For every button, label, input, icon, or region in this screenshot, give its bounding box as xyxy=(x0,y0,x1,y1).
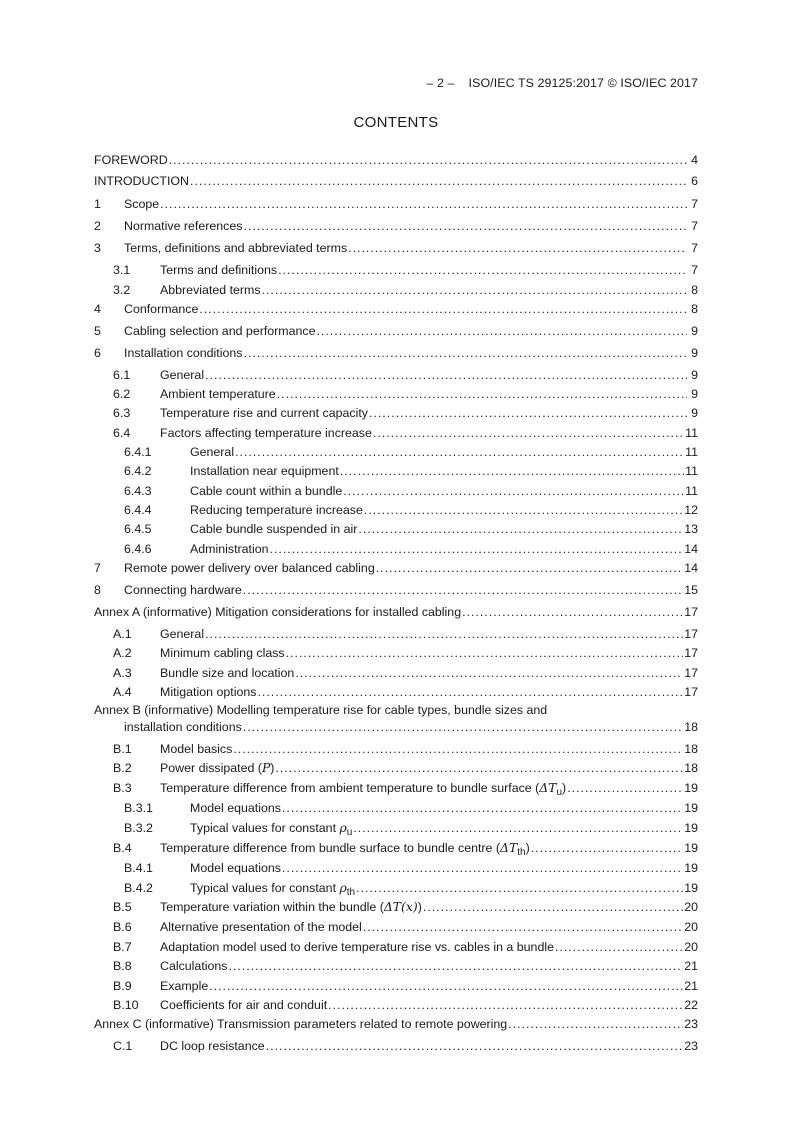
math-symbol: ΔT(x) xyxy=(383,899,418,914)
toc-entry-page: 8 xyxy=(691,283,698,297)
toc-entry-number: A.4 xyxy=(113,685,132,699)
toc-entry-number: B.8 xyxy=(113,959,132,973)
toc-title: CONTENTS xyxy=(353,114,439,131)
toc-entry-number: A.1 xyxy=(113,627,132,641)
toc-entry-title: Installation conditions xyxy=(124,346,243,360)
toc-entry[interactable] xyxy=(94,800,698,816)
toc-entry[interactable] xyxy=(94,405,698,421)
toc-entry[interactable] xyxy=(94,840,698,856)
dot-leader xyxy=(508,1016,683,1032)
toc-entry-number: 8 xyxy=(94,583,101,597)
toc-entry[interactable] xyxy=(94,541,698,557)
toc-entry-title-text: ) xyxy=(270,761,275,775)
toc-entry-page: 6 xyxy=(691,174,698,188)
toc-entry-number: B.3.1 xyxy=(124,801,153,815)
dot-leader xyxy=(369,405,687,421)
dot-leader xyxy=(257,684,683,700)
toc-entry[interactable] xyxy=(94,919,698,935)
toc-entry-title xyxy=(190,820,352,838)
toc-entry-page: 9 xyxy=(691,346,698,360)
dot-leader xyxy=(340,463,684,479)
toc-entry-page: 23 xyxy=(684,1017,698,1031)
toc-entry-number: B.6 xyxy=(113,920,132,934)
toc-entry[interactable] xyxy=(94,820,698,836)
toc-entry[interactable] xyxy=(94,282,698,298)
toc-entry[interactable] xyxy=(94,899,698,915)
toc-entry[interactable] xyxy=(94,502,698,518)
toc-entry[interactable] xyxy=(94,760,698,776)
toc-entry-title: DC loop resistance xyxy=(160,1039,265,1053)
toc-entry-page: 11 xyxy=(685,464,698,478)
toc-entry-number: A.2 xyxy=(113,646,132,660)
dot-leader xyxy=(199,301,687,317)
dot-leader xyxy=(316,323,687,339)
toc-entry[interactable] xyxy=(94,582,698,598)
toc-entry-page: 7 xyxy=(691,241,698,255)
toc-entry-number: 6.4 xyxy=(113,426,131,440)
math-symbol: ρ xyxy=(339,820,347,835)
toc-entry-page: 19 xyxy=(684,841,698,855)
toc-entry-page: 9 xyxy=(691,368,698,382)
dot-leader xyxy=(343,483,684,499)
dot-leader xyxy=(243,345,687,361)
toc-entry-page: 11 xyxy=(685,484,698,498)
toc-entry[interactable] xyxy=(94,978,698,994)
toc-entry-page: 15 xyxy=(684,583,698,597)
dot-leader xyxy=(282,800,683,816)
dot-leader xyxy=(243,582,683,598)
toc-entry-title: Abbreviated terms xyxy=(160,283,261,297)
toc-entry-page: 17 xyxy=(684,605,698,619)
toc-entry-number: B.4.2 xyxy=(124,881,153,895)
toc-entry-title xyxy=(190,880,355,898)
dot-leader xyxy=(348,240,687,256)
toc-entry-number: B.3 xyxy=(113,781,132,795)
toc-entry-title: Model equations xyxy=(190,861,281,875)
toc-entry-title-text: Temperature difference from ambient temperature to bundle surface ( xyxy=(160,781,540,795)
dot-leader xyxy=(295,665,683,681)
toc-entry-title-text: Typical values for constant xyxy=(190,821,340,835)
toc-entry-title: Coefficients for air and conduit xyxy=(160,998,328,1012)
toc-entry-title: Annex B (informative) Modelling temperature rise for cable types, bundle sizes and xyxy=(94,703,548,717)
toc-entry[interactable] xyxy=(94,463,698,479)
toc-entry-number: 1 xyxy=(94,197,101,211)
toc-entry[interactable] xyxy=(94,386,698,402)
toc-entry[interactable] xyxy=(94,345,698,361)
toc-entry[interactable] xyxy=(94,367,698,383)
toc-entry[interactable] xyxy=(94,741,698,757)
dot-leader xyxy=(270,541,684,557)
toc-entry-title: Factors affecting temperature increase xyxy=(160,426,372,440)
toc-entry-title: Administration xyxy=(190,542,269,556)
toc-entry[interactable] xyxy=(94,173,698,189)
math-subscript: u xyxy=(346,827,353,838)
dot-leader xyxy=(205,367,687,383)
toc-entry-title: FOREWORD xyxy=(94,153,168,167)
toc-entry-title: Terms, definitions and abbreviated terms xyxy=(124,241,348,255)
toc-entry-page: 19 xyxy=(684,821,698,835)
toc-entry-title: General xyxy=(160,368,205,382)
toc-entry-page: 7 xyxy=(691,197,698,211)
dot-leader xyxy=(531,840,683,856)
toc-entry-page: 4 xyxy=(691,153,698,167)
toc-entry-page: 12 xyxy=(684,503,698,517)
toc-entry-number: 5 xyxy=(94,324,101,338)
toc-entry[interactable] xyxy=(94,880,698,896)
toc-entry-title: Bundle size and location xyxy=(160,666,295,680)
document-reference: ISO/IEC TS 29125:2017 © ISO/IEC 2017 xyxy=(468,76,698,90)
dot-leader xyxy=(376,560,683,576)
toc-entry-title: Adaptation model used to derive temperature rise vs. cables in a bundle xyxy=(160,940,554,954)
toc-entry-number: 4 xyxy=(94,302,101,316)
toc-entry-title: INTRODUCTION xyxy=(94,174,189,188)
dot-leader xyxy=(205,626,683,642)
toc-entry-title-text: Typical values for constant xyxy=(190,881,340,895)
toc-entry-title: Alternative presentation of the model xyxy=(160,920,362,934)
dot-leader xyxy=(282,860,683,876)
toc-entry-page: 19 xyxy=(684,781,698,795)
toc-entry-title: Terms and definitions xyxy=(160,263,278,277)
dot-leader xyxy=(243,218,687,234)
dot-leader xyxy=(275,760,683,776)
toc-entry-number: B.5 xyxy=(113,900,132,914)
toc-entry-title: Ambient temperature xyxy=(160,387,276,401)
toc-entry-number: B.7 xyxy=(113,940,132,954)
toc-entry-title: General xyxy=(160,627,205,641)
toc-entry-title: Cabling selection and performance xyxy=(124,324,316,338)
toc-entry-number: 7 xyxy=(94,561,101,575)
dot-leader xyxy=(555,939,683,955)
math-subscript: th xyxy=(517,847,526,858)
toc-entry-page: 9 xyxy=(691,406,698,420)
dot-leader xyxy=(286,645,684,661)
toc-entry-number: 3.2 xyxy=(113,283,131,297)
toc-entry-number: 6.4.6 xyxy=(124,542,152,556)
dot-leader xyxy=(364,502,683,518)
toc-entry-title: Normative references xyxy=(124,219,243,233)
toc-entry[interactable] xyxy=(94,626,698,642)
toc-entry-title: Remote power delivery over balanced cabling xyxy=(124,561,375,575)
toc-entry-page: 17 xyxy=(684,627,698,641)
toc-entry[interactable] xyxy=(94,262,698,278)
toc-entry[interactable] xyxy=(94,684,698,700)
toc-entry[interactable] xyxy=(94,323,698,339)
page-number-label: – 2 – xyxy=(426,76,455,90)
toc-entry-number: 6 xyxy=(94,346,101,360)
toc-entry-title: Minimum cabling class xyxy=(160,646,285,660)
toc-entry-number: 2 xyxy=(94,219,101,233)
toc-entry-page: 17 xyxy=(684,685,698,699)
toc-entry-number: 3 xyxy=(94,241,101,255)
toc-entry[interactable] xyxy=(94,780,698,796)
math-symbol: P xyxy=(261,760,271,775)
toc-entry[interactable] xyxy=(94,444,698,460)
dot-leader xyxy=(363,919,683,935)
toc-entry-title xyxy=(160,899,422,915)
toc-entry-page: 11 xyxy=(685,445,698,459)
toc-entry-title: Installation near equipment xyxy=(190,464,339,478)
toc-entry-page: 14 xyxy=(684,542,698,556)
dot-leader xyxy=(353,820,683,836)
toc-entry[interactable] xyxy=(94,483,698,499)
toc-entry-title: Annex A (informative) Mitigation considerations for installed cabling xyxy=(94,605,462,619)
toc-entry-title-text: ) xyxy=(417,900,422,914)
toc-entry-number: 6.4.3 xyxy=(124,484,152,498)
toc-entry-title: Mitigation options xyxy=(160,685,257,699)
toc-entry-title: Scope xyxy=(124,197,160,211)
dot-leader xyxy=(169,152,687,168)
dot-leader xyxy=(233,741,683,757)
dot-leader xyxy=(328,997,683,1013)
toc-entry-number: 6.4.2 xyxy=(124,464,152,478)
toc-entry-page: 22 xyxy=(684,998,698,1012)
toc-entry-page: 18 xyxy=(684,761,698,775)
dot-leader xyxy=(262,282,687,298)
toc-entry-number: B.4.1 xyxy=(124,861,153,875)
toc-entry[interactable] xyxy=(94,425,698,441)
toc-entry-title xyxy=(160,760,274,776)
toc-entry-title: Cable bundle suspended in air xyxy=(190,522,358,536)
toc-entry-title: Model basics xyxy=(160,742,233,756)
math-symbol: ΔT xyxy=(539,780,557,795)
dot-leader xyxy=(190,173,687,189)
toc-entry[interactable] xyxy=(94,860,698,876)
toc-entry[interactable] xyxy=(94,1038,698,1054)
toc-entry-number: B.10 xyxy=(113,998,139,1012)
toc-entry-title-text: Temperature variation within the bundle ( xyxy=(160,900,384,914)
toc-entry-title: Temperature rise and current capacity xyxy=(160,406,368,420)
toc-entry[interactable] xyxy=(94,560,698,576)
toc-entry[interactable] xyxy=(94,152,698,168)
toc-entry-number: 3.1 xyxy=(113,263,131,277)
toc-entry-title: Connecting hardware xyxy=(124,583,242,597)
dot-leader xyxy=(209,978,683,994)
toc-entry-title-text: Temperature difference from bundle surface to bundle centre ( xyxy=(160,841,501,855)
toc-entry-title-text: ) xyxy=(525,841,530,855)
toc-entry-page: 8 xyxy=(691,302,698,316)
dot-leader xyxy=(567,780,683,796)
toc-entry-title: Annex C (informative) Transmission parameters related to remote powering xyxy=(94,1017,508,1031)
toc-entry-title: General xyxy=(190,445,235,459)
dot-leader xyxy=(235,444,684,460)
toc-entry-number: 6.3 xyxy=(113,406,131,420)
toc-entry-page: 9 xyxy=(691,387,698,401)
toc-entry[interactable] xyxy=(94,240,698,256)
toc-entry[interactable] xyxy=(94,1016,698,1032)
toc-entry-page: 18 xyxy=(684,720,698,734)
dot-leader xyxy=(462,604,683,620)
toc-entry-page: 7 xyxy=(691,219,698,233)
toc-entry-number: 6.4.5 xyxy=(124,522,152,536)
toc-entry-title-continued: installation conditions xyxy=(124,720,242,734)
toc-entry[interactable] xyxy=(94,958,698,974)
dot-leader xyxy=(160,196,687,212)
toc-entry[interactable] xyxy=(94,521,698,537)
toc-entry-number: A.3 xyxy=(113,666,132,680)
toc-entry-number: B.2 xyxy=(113,761,132,775)
dot-leader xyxy=(358,521,683,537)
toc-entry-title xyxy=(160,840,530,858)
toc-entry-page: 18 xyxy=(684,742,698,756)
toc-entry-page: 21 xyxy=(684,959,698,973)
toc-entry-number: B.4 xyxy=(113,841,132,855)
toc-entry-page: 13 xyxy=(684,522,698,536)
toc-entry-title: Reducing temperature increase xyxy=(190,503,363,517)
dot-leader xyxy=(266,1038,684,1054)
toc-entry-page: 9 xyxy=(691,324,698,338)
toc-entry-page: 21 xyxy=(684,979,698,993)
math-subscript: u xyxy=(556,787,563,798)
toc-entry[interactable] xyxy=(94,645,698,661)
toc-entry-page: 17 xyxy=(684,646,698,660)
math-symbol: ΔT xyxy=(500,840,518,855)
dot-leader xyxy=(229,958,684,974)
toc-entry-page: 7 xyxy=(691,263,698,277)
toc-entry-page: 20 xyxy=(684,920,698,934)
toc-entry-title: Example xyxy=(160,979,209,993)
toc-entry-number: B.1 xyxy=(113,742,132,756)
toc-entry[interactable] xyxy=(94,301,698,317)
toc-entry-page: 19 xyxy=(684,881,698,895)
toc-entry-page: 14 xyxy=(684,561,698,575)
toc-entry-page: 11 xyxy=(685,426,698,440)
toc-entry-title: Conformance xyxy=(124,302,199,316)
dot-leader xyxy=(243,719,683,735)
math-subscript: th xyxy=(346,887,356,898)
toc-entry[interactable] xyxy=(94,196,698,212)
math-symbol: ρ xyxy=(339,880,347,895)
toc-entry[interactable] xyxy=(94,665,698,681)
toc-entry[interactable] xyxy=(94,939,698,955)
toc-entry-page: 20 xyxy=(684,940,698,954)
dot-leader xyxy=(423,899,683,915)
toc-entry-page: 23 xyxy=(684,1039,698,1053)
toc-entry-title: Calculations xyxy=(160,959,228,973)
toc-entry-title-text: Power dissipated ( xyxy=(160,761,262,775)
toc-entry-page: 17 xyxy=(684,666,698,680)
toc-entry-page: 19 xyxy=(684,801,698,815)
toc-entry-number: C.1 xyxy=(113,1039,133,1053)
toc-entry-page: 20 xyxy=(684,900,698,914)
toc-entry-number: 6.4.1 xyxy=(124,445,152,459)
toc-entry-title: Cable count within a bundle xyxy=(190,484,343,498)
toc-entry[interactable] xyxy=(94,604,698,620)
toc-entry-number: B.3.2 xyxy=(124,821,153,835)
toc-entry-number: 6.4.4 xyxy=(124,503,152,517)
dot-leader xyxy=(277,386,687,402)
dot-leader xyxy=(278,262,687,278)
toc-entry-number: 6.2 xyxy=(113,387,131,401)
toc-entry[interactable] xyxy=(94,702,698,736)
dot-leader xyxy=(373,425,684,441)
toc-entry[interactable] xyxy=(94,218,698,234)
toc-entry-title xyxy=(160,780,566,798)
dot-leader xyxy=(356,880,683,896)
toc-entry-title: Model equations xyxy=(190,801,281,815)
toc-entry-page: 19 xyxy=(684,861,698,875)
toc-entry-number: 6.1 xyxy=(113,368,131,382)
toc-entry[interactable] xyxy=(94,997,698,1013)
toc-entry-title-text: ) xyxy=(562,781,567,795)
toc-entry-number: B.9 xyxy=(113,979,132,993)
